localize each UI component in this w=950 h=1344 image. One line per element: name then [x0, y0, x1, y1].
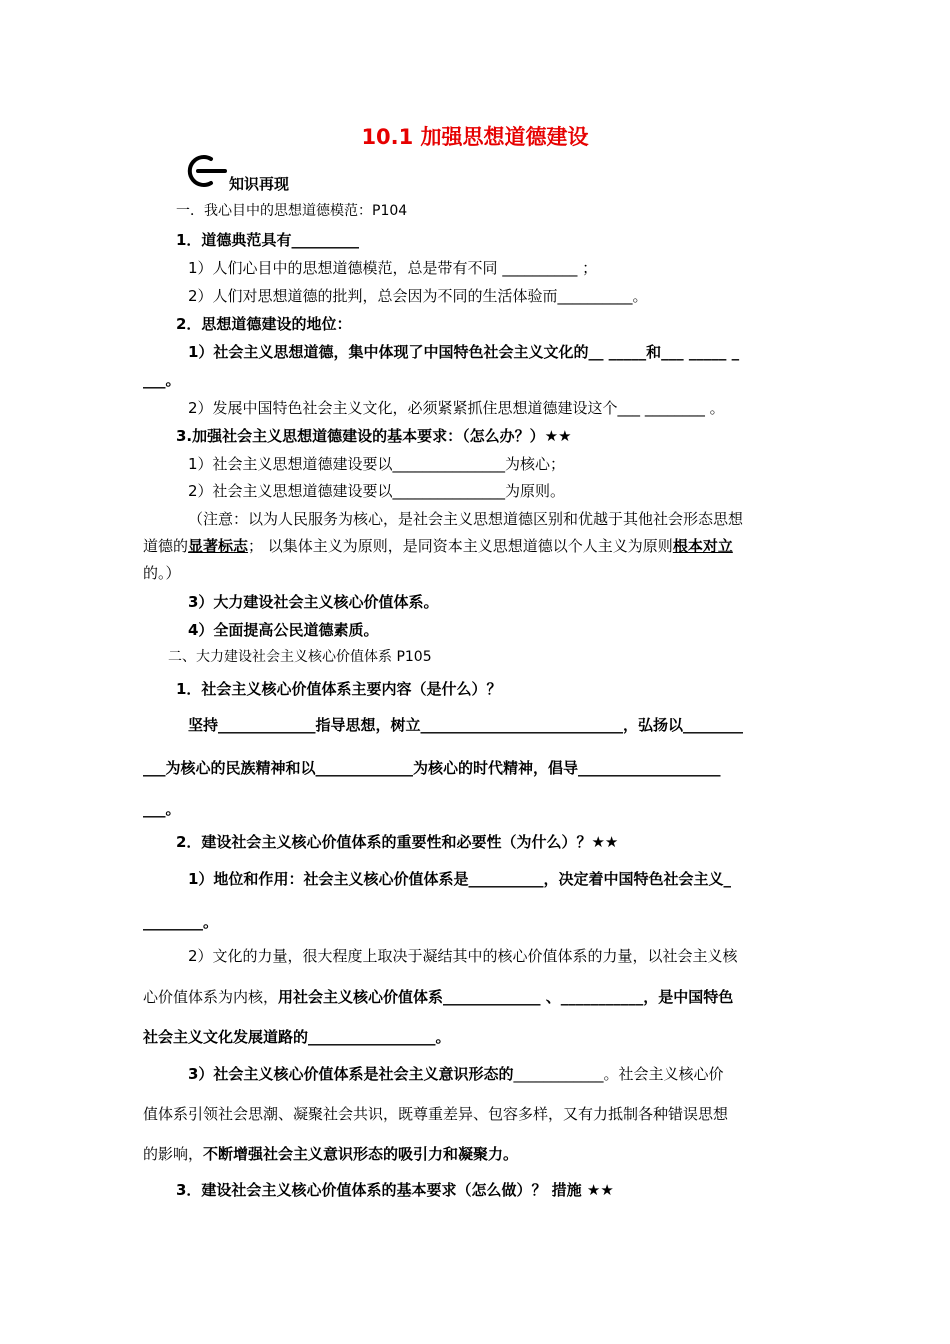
p2-q2-2b — [143, 987, 733, 1007]
p2-q2-3a1: 3）社会主义核心价值体系是社会主义意识形态的 — [188, 1065, 514, 1083]
p2-q3: 3．建设社会主义核心价值体系的基本要求（怎么做）？ 措施 ★★ — [176, 1181, 614, 1199]
p1-q2: 2．思想道德建设的地位： — [176, 315, 352, 333]
p2-q2-3c2: 不断增强社会主义意识形态的吸引力和凝聚力。 — [203, 1145, 519, 1163]
p1-q3-1: 1）社会主义思想道德建设要以_______________为核心； — [188, 455, 566, 473]
p2-q1-a: 坚持_____________指导思想，树立___________________________，弘扬以________ — [188, 716, 744, 734]
part1-heading: 一．我心目中的思想道德模范：P104 — [176, 203, 408, 219]
p1-q2-1b: ___。 — [143, 371, 181, 389]
section-heading: 知识再现 — [229, 175, 290, 193]
p2-q2-3a2: ____________ — [513, 1065, 604, 1083]
p1-note-b — [143, 536, 733, 556]
p2-q1-b: ___为核心的民族精神和以_____________为核心的时代精神，倡导___________________ — [143, 759, 721, 777]
p1-note-b1: 道德的 — [143, 537, 189, 555]
p2-q2-3c1: 的影响， — [143, 1145, 204, 1163]
p2-q2-2b1: 心价值体系为内核， — [143, 988, 279, 1006]
p1-q2-2: 2）发展中国特色社会主义文化，必须紧紧抓住思想道德建设这个___ ________ 。 — [188, 399, 725, 417]
p2-q1-c: ___。 — [143, 800, 181, 818]
p2-q2-1b: ________。 — [143, 913, 219, 931]
p2-q2-1a: 1）地位和作用：社会主义核心价值体系是__________，决定着中国特色社会主义_ — [188, 870, 731, 888]
p1-note-b4: 根本对立 — [672, 537, 733, 555]
p1-q3-2: 2）社会主义思想道德建设要以_______________为原则。 — [188, 482, 566, 500]
p1-note-b3: ； 以集体主义为原则，是同资本主义思想道德以个人主义为原则 — [248, 537, 673, 555]
part2-heading: 二、大力建设社会主义核心价值体系 P105 — [168, 649, 432, 665]
p1-q3-4: 4）全面提高公民道德素质。 — [188, 621, 379, 639]
p2-q2-3a3: 。社会主义核心价 — [603, 1065, 724, 1083]
p1-q3: 3.加强社会主义思想道德建设的基本要求：（怎么办？）★★ — [176, 427, 572, 445]
p1-note-a: （注意：以为人民服务为核心，是社会主义思想道德区别和优越于其他社会形态思想 — [188, 510, 744, 528]
p2-q1: 1．社会主义核心价值体系主要内容（是什么）？ — [176, 680, 502, 698]
p2-q2: 2．建设社会主义核心价值体系的重要性和必要性（为什么）？★★ — [176, 833, 619, 851]
p1-q1: 1．道德典范具有_________ — [176, 231, 359, 249]
p2-q2-2c: 社会主义文化发展道路的_________________。 — [143, 1028, 451, 1046]
p2-q2-3b: 值体系引领社会思潮、凝聚社会共识，既尊重差异、包容多样，又有力抵制各种错误思想 — [143, 1105, 729, 1123]
p2-q2-2b2: 用社会主义核心价值体系_____________ 、___________，是中国特色 — [278, 988, 734, 1006]
p1-q1-2: 2）人们对思想道德的批判，总会因为不同的生活体验而__________。 — [188, 287, 648, 305]
circle-arrow-icon — [185, 153, 229, 189]
p1-q3-3: 3）大力建设社会主义核心价值体系。 — [188, 593, 439, 611]
p1-q1-1: 1）人们心目中的思想道德模范，总是带有不同 __________ ； — [188, 259, 598, 277]
page-title: 10.1 加强思想道德建设 — [361, 125, 589, 149]
p1-q2-1a: 1）社会主义思想道德，集中体现了中国特色社会主义文化的__ _____和___ _____ _ — [188, 343, 740, 361]
p2-q2-3a — [188, 1064, 723, 1084]
p2-q2-3c — [143, 1144, 518, 1164]
p1-note-c: 的。） — [143, 564, 181, 582]
p2-q2-2a: 2）文化的力量，很大程度上取决于凝结其中的核心价值体系的力量，以社会主义核 — [188, 947, 738, 965]
p1-note-b2: 显著标志 — [188, 537, 249, 555]
